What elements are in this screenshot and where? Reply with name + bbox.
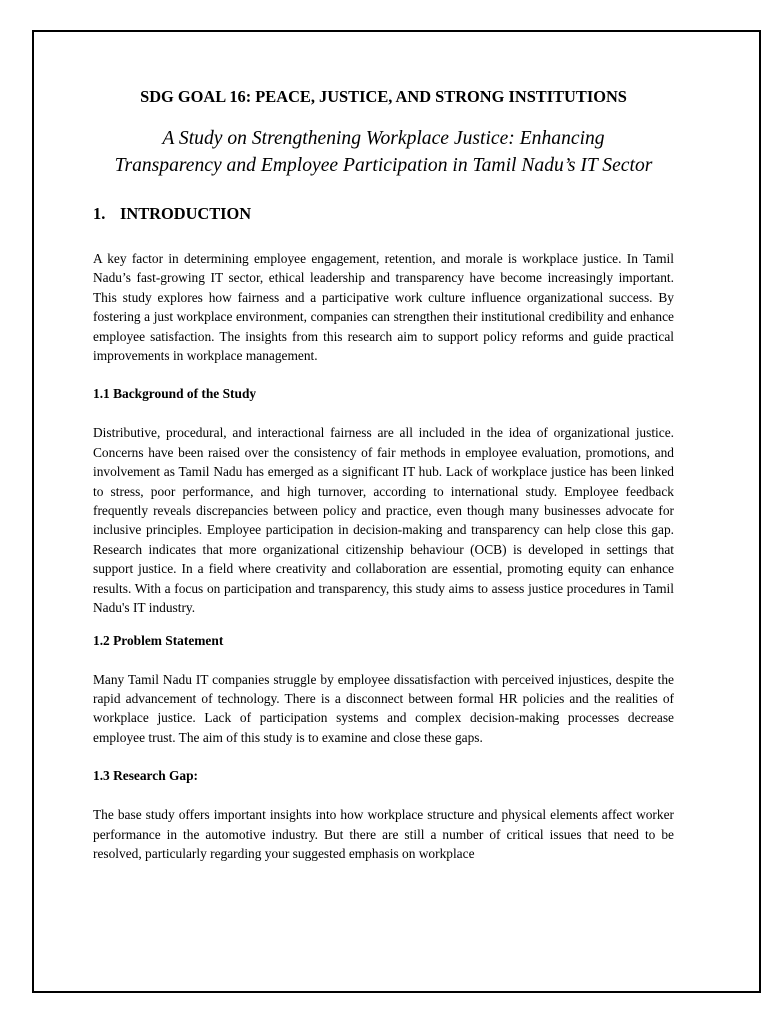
document-body (93, 87, 674, 863)
sdg-title: SDG GOAL 16: PEACE, JUSTICE, AND STRONG INSTITUTIONS (140, 87, 627, 106)
background-heading: 1.1 Background of the Study (93, 386, 257, 402)
background-paragraph: Distributive, procedural, and interactional fairness are all included in the idea of organizational justice. Concerns have been raised over the consistency of fair methods in employee evaluation, promotions, and involvement as Tamil Nadu has emerged as a significant IT hub. Lack of workplace justice has been linked to stress, poor performance, and high turnover, according to international study. Employee feedback frequently reveals discrepancies between policy and practice, even though many businesses advocate for inclusive principles. Employee participation in decision-making and transparency can help close this gap. Research indicates that more organizational citizenship behaviour (OCB) is developed in settings that support justice. In a field where creativity and collaboration are essential, promoting equity can enhance results. With a focus on participation and transparency, this study aims to assess justice procedures in Tamil Nadu's IT industry. (93, 425, 674, 616)
paper-title (93, 125, 674, 179)
paper-title-line-2: Transparency and Employee Participation in Tamil Nadu’s IT Sector (114, 155, 653, 176)
problem-heading: 1.2 Problem Statement (93, 632, 224, 648)
problem-paragraph: Many Tamil Nadu IT companies struggle by employee dissatisfaction with perceived injustices, despite the rapid advancement of technology. There is a disconnect between formal HR policies and the realities of workplace justice. Lack of participation systems and complex decision-making processes decrease employee trust. The aim of this study is to examine and close these gaps. (93, 671, 674, 745)
research-gap-paragraph: The base study offers important insights into how workplace structure and physical elements affect worker performance in the automotive industry. But there are still a number of critical issues that need to be resolved, particularly regarding your suggested emphasis on workplace (93, 807, 674, 861)
research-gap-heading: 1.3 Research Gap: (93, 768, 199, 784)
section-number: 1. (93, 204, 106, 223)
introduction-heading (93, 204, 674, 224)
paper-title-line-1: A Study on Strengthening Workplace Justice: Enhancing (162, 128, 605, 149)
section-heading-text: INTRODUCTION (120, 204, 252, 223)
introduction-paragraph: A key factor in determining employee engagement, retention, and morale is workplace justice. In Tamil Nadu’s fast-growing IT sector, ethical leadership and transparency have become increasingly important. This study explores how fairness and a participative work culture influence organizational success. By fostering a just workplace environment, companies can strengthen their institutional credibility and enhance employee satisfaction. The insights from this research aim to support policy reforms and guide practical improvements in workplace management. (93, 251, 674, 364)
